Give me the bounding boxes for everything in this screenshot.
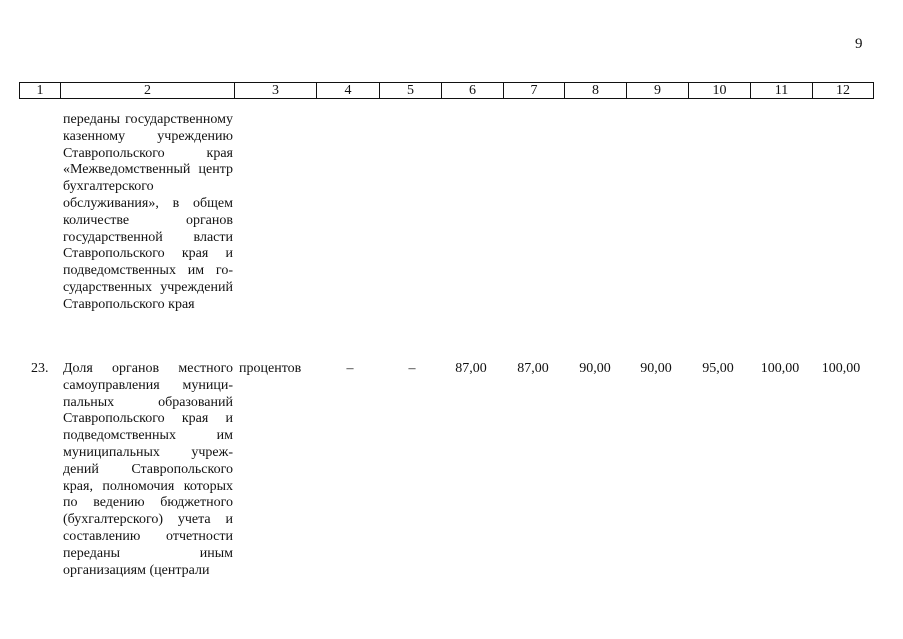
header-col-11: 11 xyxy=(751,83,813,99)
row-23-value-col-11: 100,00 xyxy=(760,361,800,376)
row-23-number: 23. xyxy=(31,361,49,376)
row-23-description: Доля органов местного самоуправления муниципальных образований Ставропольского края и подведомственных им муниципальных учреждений Ставропольского края, полномочия которых по ведению бюджетного (бухгалтерского) учета и составлению отчетности переданы иным организациям (централи xyxy=(63,361,233,578)
row-23-value-col-10: 95,00 xyxy=(702,361,734,376)
row-23-unit: процентов xyxy=(239,361,302,376)
header-col-4: 4 xyxy=(317,83,380,99)
header-col-7: 7 xyxy=(504,83,565,99)
header-col-3: 3 xyxy=(235,83,317,99)
row-23-value-col-4: – xyxy=(346,361,354,376)
row-23-value-col-9: 90,00 xyxy=(640,361,672,376)
row-23-value-col-12: 100,00 xyxy=(821,361,861,376)
header-col-2: 2 xyxy=(61,83,235,99)
row-23-value-col-8: 90,00 xyxy=(579,361,611,376)
header-col-9: 9 xyxy=(627,83,689,99)
header-col-8: 8 xyxy=(565,83,627,99)
header-col-6: 6 xyxy=(442,83,504,99)
header-col-12: 12 xyxy=(813,83,874,99)
header-col-5: 5 xyxy=(380,83,442,99)
row-23-value-col-6: 87,00 xyxy=(455,361,487,376)
header-row xyxy=(20,83,874,99)
header-col-10: 10 xyxy=(689,83,751,99)
row-23-value-col-5: – xyxy=(408,361,416,376)
column-number-header xyxy=(19,82,874,99)
row-23-value-col-7: 87,00 xyxy=(517,361,549,376)
continued-row-description: переданы государственному казенному учреждению Ставропольского края «Межведомственный центр бухгалтерского обслуживания», в общем количестве органов государственной власти Ставропольского края и подведомственных им государственных учреждений Ставропольского края xyxy=(63,112,233,312)
page-number: 9 xyxy=(855,36,863,52)
header-col-1: 1 xyxy=(20,83,61,99)
